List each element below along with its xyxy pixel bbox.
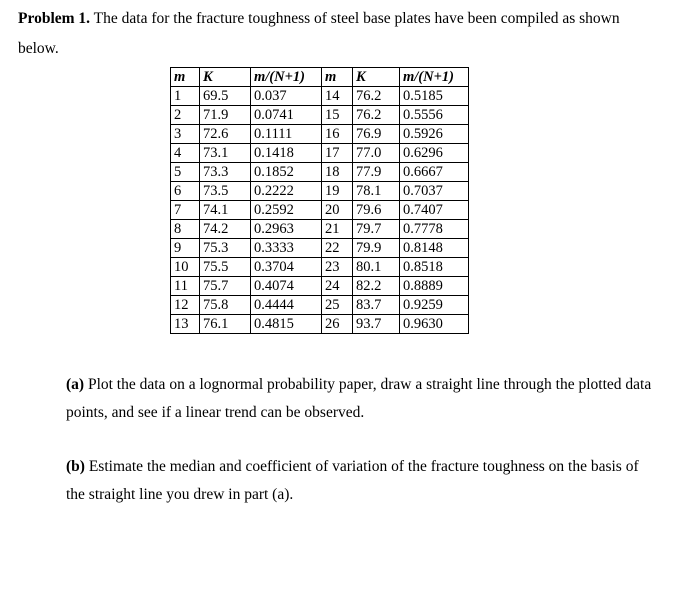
- table-cell: 0.4074: [251, 277, 322, 296]
- table-cell: 13: [171, 315, 200, 334]
- table-cell: 15: [322, 106, 353, 125]
- table-row: [171, 296, 469, 315]
- table-cell: 0.7407: [400, 201, 469, 220]
- table-cell: 7: [171, 201, 200, 220]
- table-row: [171, 125, 469, 144]
- table-row: [171, 239, 469, 258]
- table-cell: 17: [322, 144, 353, 163]
- table-cell: 3: [171, 125, 200, 144]
- table-cell: 82.2: [353, 277, 400, 296]
- table-cell: 2: [171, 106, 200, 125]
- table-cell: 0.8148: [400, 239, 469, 258]
- table-cell: 73.3: [200, 163, 251, 182]
- table-cell: 26: [322, 315, 353, 334]
- table-cell: 0.1111: [251, 125, 322, 144]
- table-cell: 79.9: [353, 239, 400, 258]
- table-row: [171, 315, 469, 334]
- table-cell: 77.9: [353, 163, 400, 182]
- table-cell: 75.7: [200, 277, 251, 296]
- table-cell: 83.7: [353, 296, 400, 315]
- table-cell: 12: [171, 296, 200, 315]
- table-cell: 0.0741: [251, 106, 322, 125]
- table-cell: 0.8518: [400, 258, 469, 277]
- table-cell: 0.3333: [251, 239, 322, 258]
- question-b-label: (b): [66, 458, 85, 475]
- table-row: [171, 106, 469, 125]
- table-cell: 75.5: [200, 258, 251, 277]
- question-a: [66, 371, 656, 427]
- table-cell: 78.1: [353, 182, 400, 201]
- table-cell: 0.6667: [400, 163, 469, 182]
- problem-text: The data for the fracture toughness of steel base plates have been compiled as shown below.: [18, 10, 620, 57]
- table-cell: 73.1: [200, 144, 251, 163]
- table-cell: 0.9259: [400, 296, 469, 315]
- table-row: [171, 220, 469, 239]
- header-rank-2: m/(N+1): [400, 68, 469, 87]
- table-cell: 75.8: [200, 296, 251, 315]
- header-k-1: K: [200, 68, 251, 87]
- table-cell: 19: [322, 182, 353, 201]
- table-header-row: [171, 68, 469, 87]
- table-cell: 22: [322, 239, 353, 258]
- table-cell: 24: [322, 277, 353, 296]
- table-cell: 0.7037: [400, 182, 469, 201]
- problem-statement: [18, 4, 658, 64]
- table-cell: 76.9: [353, 125, 400, 144]
- table-cell: 0.5556: [400, 106, 469, 125]
- table-cell: 76.2: [353, 87, 400, 106]
- table-cell: 9: [171, 239, 200, 258]
- table-cell: 77.0: [353, 144, 400, 163]
- table-row: [171, 258, 469, 277]
- table-cell: 74.2: [200, 220, 251, 239]
- table-cell: 21: [322, 220, 353, 239]
- table-row: [171, 163, 469, 182]
- table-cell: 76.2: [353, 106, 400, 125]
- table-row: [171, 201, 469, 220]
- table-cell: 10: [171, 258, 200, 277]
- table-cell: 16: [322, 125, 353, 144]
- table-cell: 11: [171, 277, 200, 296]
- table-cell: 93.7: [353, 315, 400, 334]
- table-row: [171, 144, 469, 163]
- header-k-2: K: [353, 68, 400, 87]
- table-row: [171, 277, 469, 296]
- table-cell: 0.2592: [251, 201, 322, 220]
- table-cell: 18: [322, 163, 353, 182]
- table-cell: 0.4815: [251, 315, 322, 334]
- table-cell: 14: [322, 87, 353, 106]
- table-cell: 0.037: [251, 87, 322, 106]
- table-cell: 0.4444: [251, 296, 322, 315]
- question-a-label: (a): [66, 376, 85, 393]
- table-cell: 80.1: [353, 258, 400, 277]
- table-cell: 0.5926: [400, 125, 469, 144]
- table-cell: 4: [171, 144, 200, 163]
- header-m-1: m: [171, 68, 200, 87]
- table-cell: 74.1: [200, 201, 251, 220]
- header-rank-1: m/(N+1): [251, 68, 322, 87]
- table-cell: 0.1852: [251, 163, 322, 182]
- problem-label: Problem 1.: [18, 10, 91, 27]
- table-cell: 76.1: [200, 315, 251, 334]
- table-cell: 25: [322, 296, 353, 315]
- table-cell: 79.7: [353, 220, 400, 239]
- table-cell: 0.3704: [251, 258, 322, 277]
- table-cell: 0.2963: [251, 220, 322, 239]
- table-cell: 1: [171, 87, 200, 106]
- question-a-text: Plot the data on a lognormal probability paper, draw a straight line through the plotted data points, and see if a linear trend can be observed.: [66, 376, 652, 421]
- question-b: [66, 453, 656, 509]
- table-cell: 0.7778: [400, 220, 469, 239]
- table-cell: 20: [322, 201, 353, 220]
- table-cell: 8: [171, 220, 200, 239]
- table-cell: 6: [171, 182, 200, 201]
- table-cell: 0.1418: [251, 144, 322, 163]
- table-cell: 23: [322, 258, 353, 277]
- table-row: [171, 182, 469, 201]
- table-row: [171, 87, 469, 106]
- header-m-2: m: [322, 68, 353, 87]
- table-cell: 73.5: [200, 182, 251, 201]
- table-cell: 79.6: [353, 201, 400, 220]
- table-cell: 0.6296: [400, 144, 469, 163]
- question-b-text: Estimate the median and coefficient of variation of the fracture toughness on the basis of the straight line you drew in part (a).: [66, 458, 639, 503]
- table-cell: 75.3: [200, 239, 251, 258]
- table-cell: 5: [171, 163, 200, 182]
- table-cell: 71.9: [200, 106, 251, 125]
- table-cell: 0.5185: [400, 87, 469, 106]
- fracture-toughness-table: [170, 67, 469, 334]
- table-cell: 0.8889: [400, 277, 469, 296]
- table-cell: 0.9630: [400, 315, 469, 334]
- table-cell: 72.6: [200, 125, 251, 144]
- table-body: [171, 87, 469, 334]
- table-cell: 69.5: [200, 87, 251, 106]
- table-cell: 0.2222: [251, 182, 322, 201]
